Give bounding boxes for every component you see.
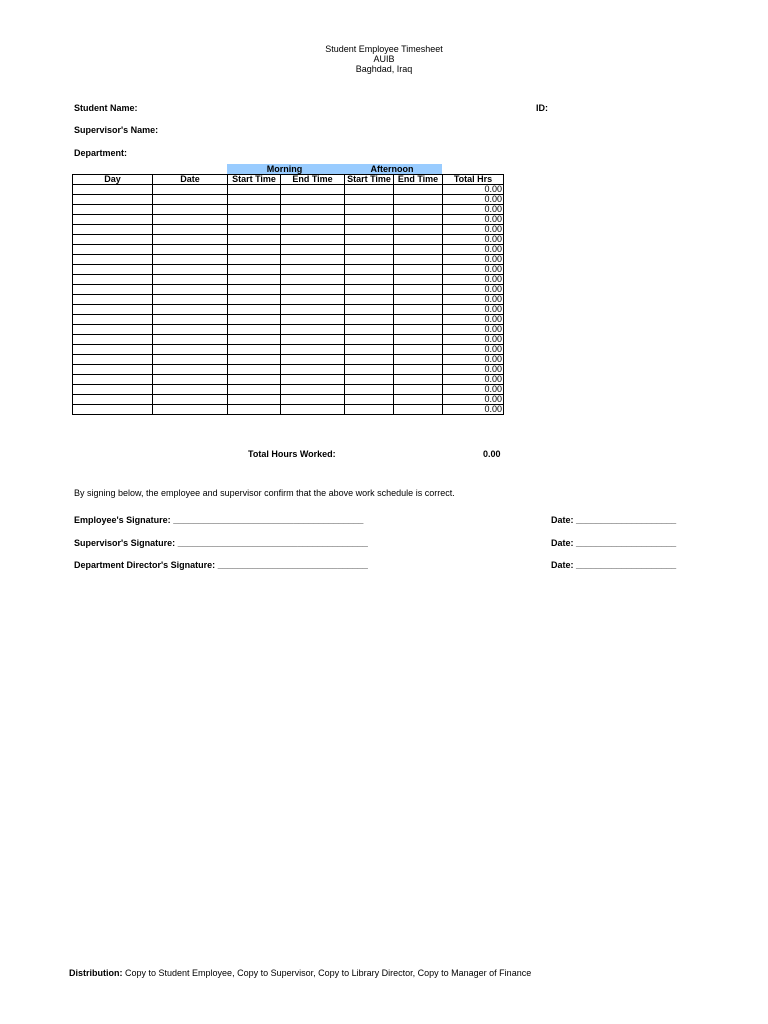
total-hrs-cell: 0.00 [443,295,504,305]
employee-signature-line[interactable]: ______________________________________ [173,515,364,525]
afternoon-end-cell[interactable] [394,235,443,245]
day-cell[interactable] [73,235,153,245]
afternoon-start-cell[interactable] [345,315,394,325]
morning-start-cell[interactable] [228,235,281,245]
morning-start-cell[interactable] [228,185,281,195]
morning-end-cell[interactable] [281,315,345,325]
morning-end-cell[interactable] [281,295,345,305]
morning-end-cell[interactable] [281,225,345,235]
document-title: Student Employee Timesheet [325,44,443,54]
id-label: ID: [536,103,548,113]
date-cell[interactable] [153,265,228,275]
table-row [73,215,504,225]
date-cell[interactable] [153,205,228,215]
total-hrs-cell: 0.00 [443,195,504,205]
afternoon-end-cell[interactable] [394,215,443,225]
afternoon-end-cell[interactable] [394,205,443,215]
column-header-date: Date [153,175,228,185]
table-row [73,375,504,385]
afternoon-start-cell[interactable] [345,235,394,245]
supervisor-name-label: Supervisor's Name: [74,125,159,135]
total-hrs-cell: 0.00 [443,345,504,355]
student-name-label: Student Name: [74,103,138,113]
morning-start-cell[interactable] [228,355,281,365]
afternoon-start-cell[interactable] [345,205,394,215]
day-cell[interactable] [73,185,153,195]
morning-start-cell[interactable] [228,215,281,225]
table-row [73,245,504,255]
table-row [73,235,504,245]
day-cell[interactable] [73,315,153,325]
total-hrs-cell: 0.00 [443,355,504,365]
afternoon-start-cell[interactable] [345,245,394,255]
total-hrs-cell: 0.00 [443,205,504,215]
afternoon-start-cell[interactable] [345,405,394,415]
afternoon-end-cell[interactable] [394,295,443,305]
total-hrs-cell: 0.00 [443,405,504,415]
afternoon-end-cell[interactable] [394,305,443,315]
date-cell[interactable] [153,195,228,205]
day-cell[interactable] [73,215,153,225]
director-signature-label: Department Director's Signature: [74,560,216,570]
afternoon-start-cell[interactable] [345,285,394,295]
afternoon-end-cell[interactable] [394,325,443,335]
afternoon-start-cell[interactable] [345,305,394,315]
day-cell[interactable] [73,195,153,205]
day-cell[interactable] [73,305,153,315]
table-row [73,405,504,415]
department-label: Department: [74,148,128,158]
total-hrs-cell: 0.00 [443,315,504,325]
afternoon-end-cell[interactable] [394,275,443,285]
table-row [73,265,504,275]
morning-end-cell[interactable] [281,235,345,245]
organization-name: AUIB [373,54,395,64]
afternoon-end-cell[interactable] [394,195,443,205]
supervisor-date-row [551,538,676,548]
column-header-afternoon-end: End Time [394,175,443,185]
afternoon-start-cell[interactable] [345,195,394,205]
morning-start-cell[interactable] [228,295,281,305]
day-cell[interactable] [73,385,153,395]
date-cell[interactable] [153,275,228,285]
distribution-footer [69,968,531,978]
afternoon-start-cell[interactable] [345,265,394,275]
afternoon-end-cell[interactable] [394,315,443,325]
total-hrs-cell: 0.00 [443,265,504,275]
morning-start-cell[interactable] [228,305,281,315]
morning-start-cell[interactable] [228,395,281,405]
organization-location: Baghdad, Iraq [355,64,413,74]
total-hrs-cell: 0.00 [443,305,504,315]
total-hrs-cell: 0.00 [443,215,504,225]
total-hours-label: Total Hours Worked: [248,449,336,459]
date-cell[interactable] [153,185,228,195]
table-row [73,345,504,355]
employee-date-line[interactable]: ____________________ [576,515,677,525]
table-row [73,305,504,315]
total-hrs-cell: 0.00 [443,285,504,295]
date-cell[interactable] [153,305,228,315]
afternoon-end-cell[interactable] [394,255,443,265]
day-cell[interactable] [73,265,153,275]
total-hrs-cell: 0.00 [443,275,504,285]
date-cell[interactable] [153,355,228,365]
date-cell[interactable] [153,255,228,265]
morning-end-cell[interactable] [281,385,345,395]
morning-start-cell[interactable] [228,315,281,325]
director-signature-row [74,560,368,570]
morning-end-cell[interactable] [281,365,345,375]
director-date-row [551,560,676,570]
morning-end-cell[interactable] [281,335,345,345]
afternoon-start-cell[interactable] [345,215,394,225]
time-group-band [227,164,442,174]
date-cell[interactable] [153,215,228,225]
afternoon-start-cell[interactable] [345,225,394,235]
supervisor-signature-row [74,538,368,548]
day-cell[interactable] [73,285,153,295]
table-row [73,355,504,365]
supervisor-signature-line[interactable]: ______________________________________ [177,538,368,548]
afternoon-end-cell[interactable] [394,185,443,195]
day-cell[interactable] [73,375,153,385]
distribution-label: Distribution: [69,968,123,978]
morning-end-cell[interactable] [281,215,345,225]
table-row [73,285,504,295]
timesheet-table [72,174,504,415]
table-row [73,325,504,335]
day-cell[interactable] [73,295,153,305]
day-cell[interactable] [73,365,153,375]
day-cell[interactable] [73,405,153,415]
total-hrs-cell: 0.00 [443,365,504,375]
table-row [73,315,504,325]
morning-start-cell[interactable] [228,325,281,335]
employee-date-row [551,515,676,525]
date-cell[interactable] [153,235,228,245]
date-cell[interactable] [153,285,228,295]
column-header-total-hrs: Total Hrs [443,175,504,185]
morning-end-cell[interactable] [281,325,345,335]
afternoon-end-cell[interactable] [394,375,443,385]
table-row [73,275,504,285]
day-cell[interactable] [73,205,153,215]
afternoon-start-cell[interactable] [345,185,394,195]
morning-end-cell[interactable] [281,265,345,275]
morning-end-cell[interactable] [281,285,345,295]
employee-signature-label: Employee's Signature: [74,515,171,525]
morning-group-label: Morning [266,164,303,174]
morning-start-cell[interactable] [228,335,281,345]
total-hrs-cell: 0.00 [443,325,504,335]
morning-start-cell[interactable] [228,265,281,275]
afternoon-start-cell[interactable] [345,335,394,345]
day-cell[interactable] [73,275,153,285]
afternoon-start-cell[interactable] [345,325,394,335]
morning-end-cell[interactable] [281,395,345,405]
afternoon-group-label: Afternoon [370,164,414,174]
total-hrs-cell: 0.00 [443,235,504,245]
morning-start-cell[interactable] [228,345,281,355]
morning-end-cell[interactable] [281,355,345,365]
afternoon-start-cell[interactable] [345,365,394,375]
confirmation-statement: By signing below, the employee and supervisor confirm that the above work schedule is correct. [74,488,455,498]
afternoon-end-cell[interactable] [394,395,443,405]
morning-end-cell[interactable] [281,275,345,285]
afternoon-start-cell[interactable] [345,355,394,365]
director-signature-line[interactable]: ______________________________ [217,560,368,570]
total-hrs-cell: 0.00 [443,185,504,195]
total-hours-value: 0.00 [483,449,501,459]
afternoon-end-cell[interactable] [394,285,443,295]
supervisor-date-line[interactable]: ____________________ [576,538,677,548]
table-header-row [73,175,504,185]
column-header-day: Day [73,175,153,185]
afternoon-start-cell[interactable] [345,375,394,385]
date-cell[interactable] [153,325,228,335]
day-cell[interactable] [73,345,153,355]
morning-end-cell[interactable] [281,245,345,255]
morning-end-cell[interactable] [281,205,345,215]
morning-start-cell[interactable] [228,365,281,375]
total-hrs-cell: 0.00 [443,255,504,265]
column-header-morning-start: Start Time [228,175,281,185]
date-cell[interactable] [153,365,228,375]
morning-end-cell[interactable] [281,305,345,315]
afternoon-end-cell[interactable] [394,345,443,355]
table-row [73,295,504,305]
day-cell[interactable] [73,355,153,365]
date-cell[interactable] [153,375,228,385]
date-cell[interactable] [153,295,228,305]
afternoon-start-cell[interactable] [345,295,394,305]
afternoon-start-cell[interactable] [345,395,394,405]
director-date-label: Date: [551,560,574,570]
employee-date-label: Date: [551,515,574,525]
supervisor-signature-label: Supervisor's Signature: [74,538,176,548]
afternoon-start-cell[interactable] [345,275,394,285]
table-row [73,185,504,195]
morning-start-cell[interactable] [228,255,281,265]
day-cell[interactable] [73,395,153,405]
table-row [73,255,504,265]
morning-start-cell[interactable] [228,205,281,215]
table-row [73,395,504,405]
distribution-text: Copy to Student Employee, Copy to Supervisor, Copy to Library Director, Copy to Manager of Finance [122,968,532,978]
date-cell[interactable] [153,345,228,355]
day-cell[interactable] [73,325,153,335]
date-cell[interactable] [153,405,228,415]
employee-signature-row [74,515,363,525]
date-cell[interactable] [153,315,228,325]
total-hrs-cell: 0.00 [443,225,504,235]
table-row [73,225,504,235]
table-row [73,195,504,205]
total-hrs-cell: 0.00 [443,395,504,405]
table-row [73,385,504,395]
afternoon-end-cell[interactable] [394,225,443,235]
column-header-morning-end: End Time [281,175,345,185]
total-hrs-cell: 0.00 [443,375,504,385]
date-cell[interactable] [153,225,228,235]
morning-end-cell[interactable] [281,185,345,195]
morning-end-cell[interactable] [281,195,345,205]
afternoon-end-cell[interactable] [394,355,443,365]
morning-start-cell[interactable] [228,385,281,395]
total-hrs-cell: 0.00 [443,245,504,255]
director-date-line[interactable]: ____________________ [576,560,677,570]
afternoon-end-cell[interactable] [394,245,443,255]
date-cell[interactable] [153,395,228,405]
total-hrs-cell: 0.00 [443,335,504,345]
date-cell[interactable] [153,385,228,395]
day-cell[interactable] [73,335,153,345]
supervisor-date-label: Date: [551,538,574,548]
afternoon-end-cell[interactable] [394,265,443,275]
afternoon-start-cell[interactable] [345,385,394,395]
morning-end-cell[interactable] [281,345,345,355]
afternoon-end-cell[interactable] [394,385,443,395]
afternoon-end-cell[interactable] [394,335,443,345]
morning-start-cell[interactable] [228,285,281,295]
morning-start-cell[interactable] [228,375,281,385]
timesheet-body [73,185,504,415]
morning-start-cell[interactable] [228,225,281,235]
table-row [73,205,504,215]
afternoon-start-cell[interactable] [345,345,394,355]
date-cell[interactable] [153,245,228,255]
afternoon-end-cell[interactable] [394,405,443,415]
afternoon-start-cell[interactable] [345,255,394,265]
morning-end-cell[interactable] [281,255,345,265]
morning-start-cell[interactable] [228,405,281,415]
total-hrs-cell: 0.00 [443,385,504,395]
day-cell[interactable] [73,225,153,235]
morning-start-cell[interactable] [228,275,281,285]
day-cell[interactable] [73,255,153,265]
table-row [73,365,504,375]
morning-end-cell[interactable] [281,375,345,385]
morning-start-cell[interactable] [228,245,281,255]
date-cell[interactable] [153,335,228,345]
afternoon-end-cell[interactable] [394,365,443,375]
table-row [73,335,504,345]
day-cell[interactable] [73,245,153,255]
document-header [0,44,768,74]
column-header-afternoon-start: Start Time [345,175,394,185]
morning-end-cell[interactable] [281,405,345,415]
morning-start-cell[interactable] [228,195,281,205]
